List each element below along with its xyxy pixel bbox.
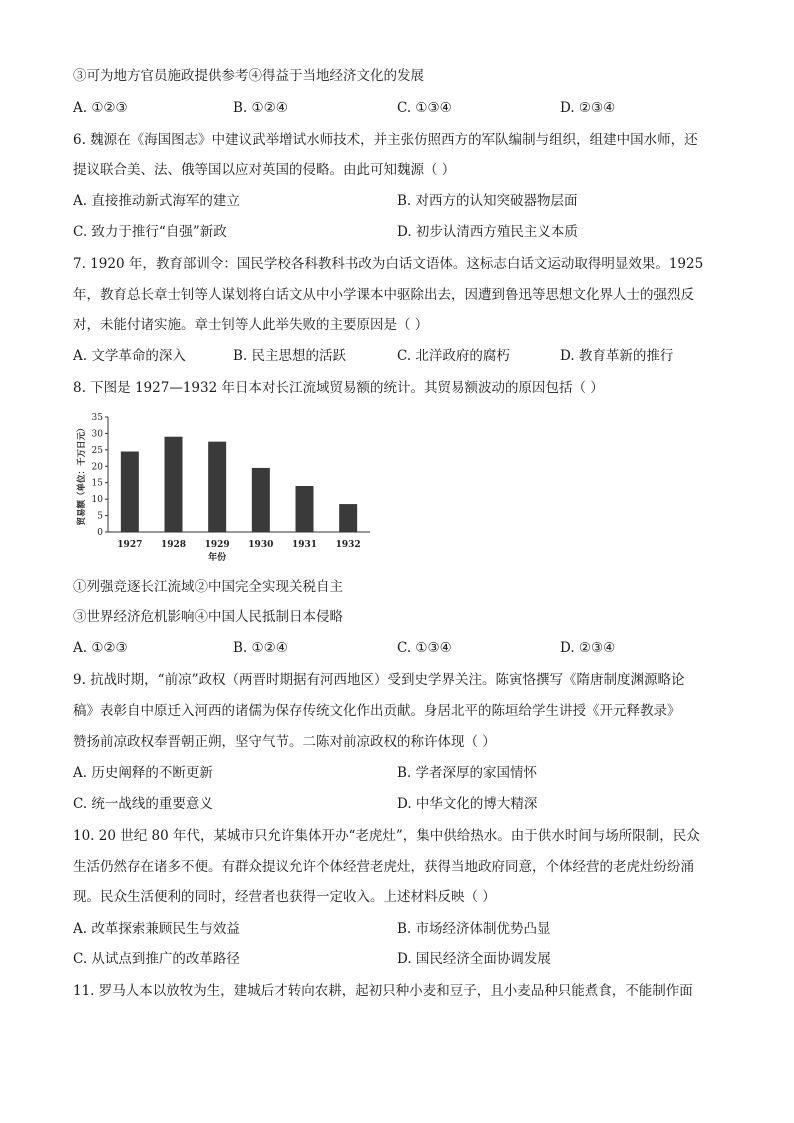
x-tick-label: 1928 xyxy=(160,540,187,550)
x-tick-label: 1930 xyxy=(248,540,274,550)
q9-option-a[interactable]: A. 历史阐释的不断更新 xyxy=(73,765,213,781)
question-8-choices-line: ③世界经济危机影响④中国人民抵制日本侵略 xyxy=(73,609,343,625)
question-6-stem-line: 6. 魏源在《海国图志》中建议武举增试水师技术，并主张仿照西方的军队编制与组织，组建中国水师，还 xyxy=(73,132,698,148)
q5-option-d[interactable]: D. ②③④ xyxy=(560,100,616,116)
trade-bar-chart xyxy=(72,406,382,566)
chart-x-label: 年份 xyxy=(208,553,227,563)
question-7-stem-line: 7. 1920 年，教育部训令：国民学校各科教科书改为白话文语体。这标志白话文运动取得明显效果。1925 xyxy=(73,256,704,272)
bar-1928 xyxy=(165,437,183,532)
q10-option-d[interactable]: D. 国民经济全面协调发展 xyxy=(397,951,551,967)
q9-option-c[interactable]: C. 统一战线的重要意义 xyxy=(73,796,213,812)
q8-option-a[interactable]: A. ①②③ xyxy=(73,640,128,656)
q6-option-a[interactable]: A. 直接推动新式海军的建立 xyxy=(73,193,240,209)
question-6-stem-line: 提议联合美、法、俄等国以应对英国的侵略。由此可知魏源（ ） xyxy=(73,162,456,178)
question-7-stem-line: 年，教育总长章士钊等人谋划将白话文从中小学课本中驱除出去，因遭到鲁迅等思想文化界人士的强烈反 xyxy=(73,287,694,303)
q10-option-c[interactable]: C. 从试点到推广的改革路径 xyxy=(73,951,240,967)
q10-option-b[interactable]: B. 市场经济体制优势凸显 xyxy=(397,921,551,937)
bar-1930 xyxy=(252,468,270,532)
q5-option-b[interactable]: B. ①②④ xyxy=(233,100,288,116)
question-11-stem-line: 11. 罗马人本以放牧为生，建城后才转向农耕，起初只种小麦和豆子，且小麦品种只能煮食，不能制作面 xyxy=(73,983,693,999)
question-8-choices-line: ①列强竞逐长江流域②中国完全实现关税自主 xyxy=(73,579,343,595)
q6-option-b[interactable]: B. 对西方的认知突破器物层面 xyxy=(397,193,578,209)
y-tick-label: 20 xyxy=(91,462,103,473)
q9-option-b[interactable]: B. 学者深厚的家国情怀 xyxy=(397,765,538,781)
chart-bars xyxy=(121,437,357,532)
q7-option-a[interactable]: A. 文学革命的深入 xyxy=(73,348,186,364)
q8-option-d[interactable]: D. ②③④ xyxy=(560,640,616,656)
q5-option-a[interactable]: A. ①②③ xyxy=(73,100,128,116)
y-tick-label: 25 xyxy=(91,445,103,456)
question-10-stem-line: 10. 20 世纪 80 年代，某城市只允许集体开办“老虎灶”，集中供给热水。由于供水时间与场所限制，民众 xyxy=(73,828,700,844)
question-9-stem-line: 稿》表彰自中原迁入河西的诸儒为保存传统文化作出贡献。身居北平的陈垣给学生讲授《开元释教录》 xyxy=(73,703,681,719)
x-tick-label: 1927 xyxy=(117,540,143,550)
q8-option-b[interactable]: B. ①②④ xyxy=(233,640,288,656)
question-5-choices-note: ③可为地方官员施政提供参考④得益于当地经济文化的发展 xyxy=(73,68,424,84)
y-tick-label: 0 xyxy=(97,528,103,538)
bar-1932 xyxy=(339,504,357,532)
bar-1931 xyxy=(296,486,314,532)
q7-option-c[interactable]: C. 北洋政府的腐朽 xyxy=(397,348,510,364)
y-tick-label: 30 xyxy=(91,429,103,440)
bar-1929 xyxy=(208,442,226,532)
x-tick-label: 1931 xyxy=(291,540,318,550)
x-tick-label: 1932 xyxy=(335,540,361,550)
q7-option-d[interactable]: D. 教育革新的推行 xyxy=(560,348,674,364)
chart-y-ticks xyxy=(92,413,108,538)
q6-option-d[interactable]: D. 初步认清西方殖民主义本质 xyxy=(397,224,578,240)
question-8-stem: 8. 下图是 1927—1932 年日本对长江流域贸易额的统计。其贸易额波动的原因包括（ ） xyxy=(73,380,604,396)
q7-option-b[interactable]: B. 民主思想的活跃 xyxy=(233,348,347,364)
q8-option-c[interactable]: C. ①③④ xyxy=(397,640,452,656)
bar-1927 xyxy=(121,452,139,533)
y-tick-label: 10 xyxy=(91,495,103,506)
chart-x-ticks xyxy=(117,540,360,550)
chart-y-label: 贸易额（单位：千万日元） xyxy=(77,423,87,526)
question-9-stem-line: 9. 抗战时期，“前凉”政权（两晋时期据有河西地区）受到史学界关注。陈寅恪撰写《隋唐制度渊源略论 xyxy=(73,672,685,688)
question-9-stem-line: 赞扬前凉政权奉晋朝正朔，坚守气节。二陈对前凉政权的称许体现（ ） xyxy=(73,734,496,750)
y-tick-label: 5 xyxy=(97,511,103,522)
q9-option-d[interactable]: D. 中华文化的博大精深 xyxy=(397,796,538,812)
question-10-stem-line: 生活仍然存在诸多不便。有群众提议允许个体经营老虎灶，获得当地政府同意，个体经营的老虎灶纷纷涌 xyxy=(73,859,694,875)
question-10-stem-line: 现。民众生活便利的同时，经营者也获得一定收入。上述材料反映（ ） xyxy=(73,889,496,905)
y-tick-label: 15 xyxy=(91,478,103,489)
y-tick-label: 35 xyxy=(91,413,103,423)
q6-option-c[interactable]: C. 致力于推行“自强”新政 xyxy=(73,224,227,240)
x-tick-label: 1929 xyxy=(204,540,230,550)
q10-option-a[interactable]: A. 改革探索兼顾民生与效益 xyxy=(73,921,240,937)
question-7-stem-line: 对，未能付诸实施。章士钊等人此举失败的主要原因是（ ） xyxy=(73,317,429,333)
q5-option-c[interactable]: C. ①③④ xyxy=(397,100,452,116)
